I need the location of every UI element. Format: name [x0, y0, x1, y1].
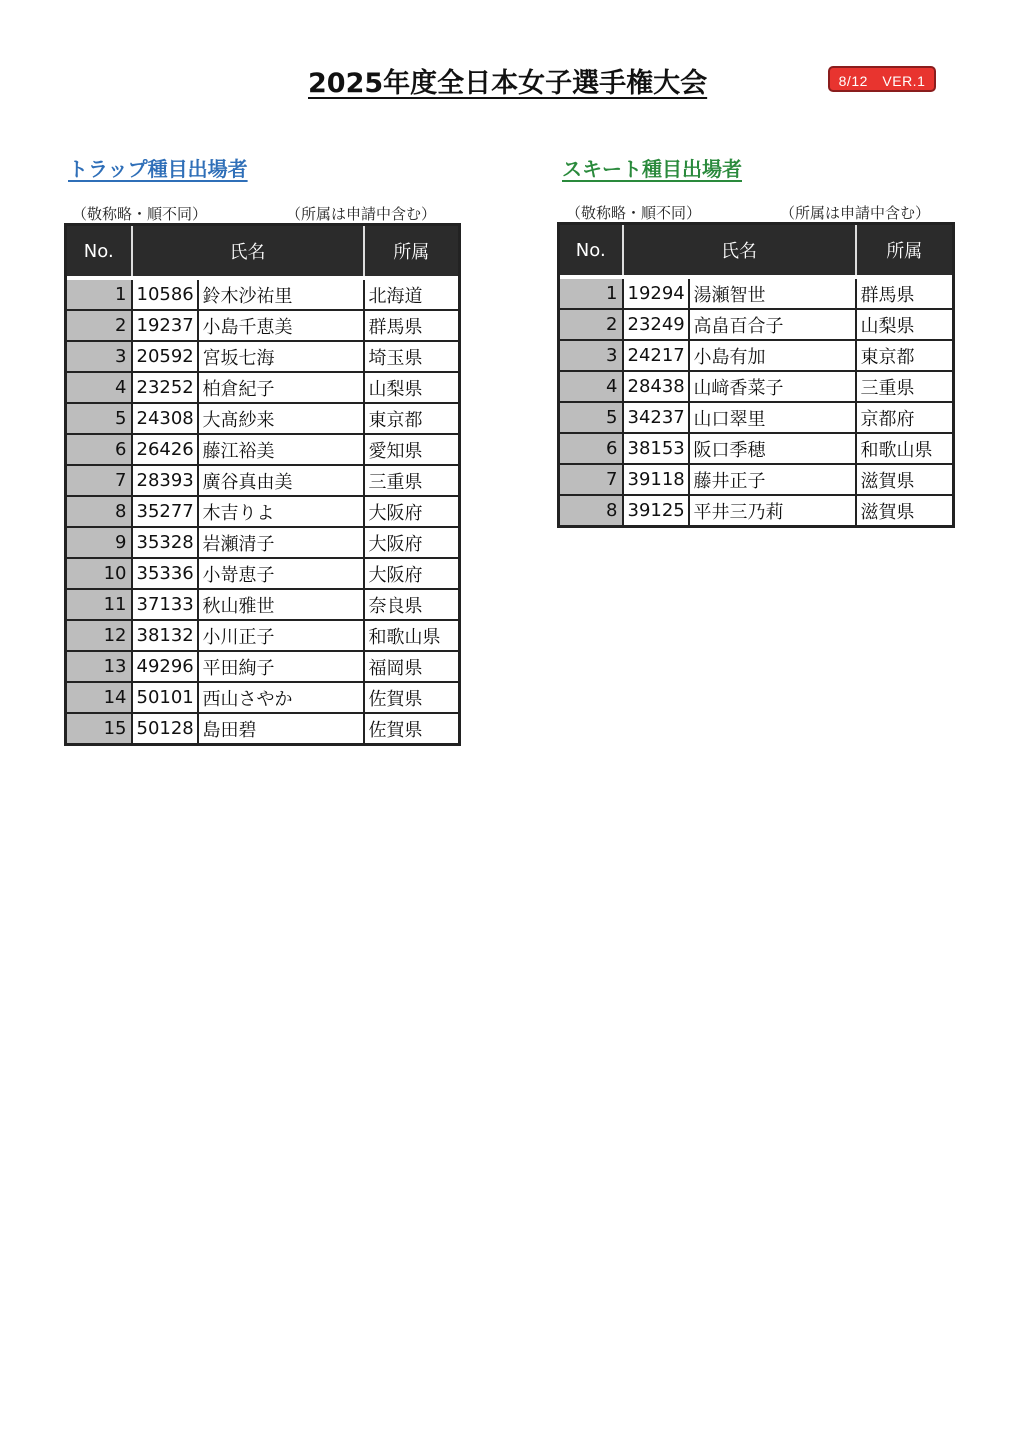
row-number: 1: [559, 279, 623, 309]
table-row: [66, 558, 460, 589]
athlete-name: 藤井正子: [689, 464, 856, 495]
row-number: 12: [66, 620, 132, 651]
table-row: [66, 310, 460, 341]
athlete-name: 藤江裕美: [198, 434, 364, 465]
athlete-name: 木吉りよ: [198, 496, 364, 527]
member-id: 35328: [132, 527, 198, 558]
header-name: 氏名: [132, 225, 364, 277]
member-id: 23252: [132, 372, 198, 403]
table-row: [66, 496, 460, 527]
row-number: 5: [559, 402, 623, 433]
row-number: 3: [559, 340, 623, 371]
table-row: [66, 589, 460, 620]
athlete-name: 高畠百合子: [689, 309, 856, 340]
affiliation: 北海道: [364, 280, 460, 310]
table-row: [66, 713, 460, 745]
athlete-name: 小嵜恵子: [198, 558, 364, 589]
member-id: 38132: [132, 620, 198, 651]
row-number: 14: [66, 682, 132, 713]
member-id: 35277: [132, 496, 198, 527]
member-id: 19237: [132, 310, 198, 341]
affiliation: 東京都: [856, 340, 954, 371]
athlete-name: 湯瀬智世: [689, 279, 856, 309]
skeet-roster-table: [557, 222, 955, 528]
affiliation: 三重県: [364, 465, 460, 496]
row-number: 3: [66, 341, 132, 372]
row-number: 15: [66, 713, 132, 745]
affiliation: 群馬県: [856, 279, 954, 309]
row-number: 11: [66, 589, 132, 620]
affiliation: 京都府: [856, 402, 954, 433]
header-affiliation: 所属: [856, 224, 954, 276]
table-row: [559, 433, 954, 464]
member-id: 34237: [623, 402, 689, 433]
table-row: [66, 434, 460, 465]
header-no: No.: [66, 225, 132, 277]
affiliation: 山梨県: [364, 372, 460, 403]
row-number: 5: [66, 403, 132, 434]
athlete-name: 西山さやか: [198, 682, 364, 713]
header-name: 氏名: [623, 224, 856, 276]
member-id: 37133: [132, 589, 198, 620]
header-affiliation: 所属: [364, 225, 460, 277]
table-row: [559, 309, 954, 340]
affiliation: 和歌山県: [856, 433, 954, 464]
affiliation: 滋賀県: [856, 495, 954, 527]
athlete-name: 柏倉紀子: [198, 372, 364, 403]
skeet-section-title: スキート種目出場者: [562, 157, 742, 181]
athlete-name: 岩瀬清子: [198, 527, 364, 558]
member-id: 49296: [132, 651, 198, 682]
affiliation: 山梨県: [856, 309, 954, 340]
affiliation: 大阪府: [364, 527, 460, 558]
affiliation: 佐賀県: [364, 682, 460, 713]
row-number: 7: [66, 465, 132, 496]
row-number: 1: [66, 280, 132, 310]
athlete-name: 宮坂七海: [198, 341, 364, 372]
skeet-honorific-note: （敬称略・順不同）: [566, 204, 702, 222]
table-row: [559, 402, 954, 433]
affiliation: 奈良県: [364, 589, 460, 620]
athlete-name: 島田碧: [198, 713, 364, 745]
row-number: 6: [66, 434, 132, 465]
member-id: 20592: [132, 341, 198, 372]
member-id: 39125: [623, 495, 689, 527]
member-id: 50128: [132, 713, 198, 745]
affiliation: 大阪府: [364, 558, 460, 589]
athlete-name: 小川正子: [198, 620, 364, 651]
athlete-name: 平井三乃莉: [689, 495, 856, 527]
table-row: [66, 682, 460, 713]
affiliation: 群馬県: [364, 310, 460, 341]
header-no: No.: [559, 224, 623, 276]
member-id: 50101: [132, 682, 198, 713]
skeet-affiliation-note: （所属は申請中含む）: [780, 204, 931, 222]
affiliation: 福岡県: [364, 651, 460, 682]
trap-affiliation-note: （所属は申請中含む）: [286, 205, 437, 223]
row-number: 8: [559, 495, 623, 527]
affiliation: 大阪府: [364, 496, 460, 527]
athlete-name: 平田絢子: [198, 651, 364, 682]
row-number: 2: [559, 309, 623, 340]
table-row: [559, 495, 954, 527]
athlete-name: 小島千恵美: [198, 310, 364, 341]
trap-header-row: [66, 225, 460, 277]
athlete-name: 大髙紗来: [198, 403, 364, 434]
row-number: 4: [559, 371, 623, 402]
affiliation: 滋賀県: [856, 464, 954, 495]
member-id: 24308: [132, 403, 198, 434]
athlete-name: 阪口季穂: [689, 433, 856, 464]
table-row: [559, 371, 954, 402]
row-number: 10: [66, 558, 132, 589]
table-row: [559, 340, 954, 371]
table-row: [66, 527, 460, 558]
table-row: [66, 280, 460, 310]
skeet-header-row: [559, 224, 954, 276]
athlete-name: 山﨑香菜子: [689, 371, 856, 402]
member-id: 35336: [132, 558, 198, 589]
table-row: [66, 651, 460, 682]
table-row: [559, 279, 954, 309]
athlete-name: 小島有加: [689, 340, 856, 371]
athlete-name: 山口翠里: [689, 402, 856, 433]
version-badge: 8/12 VER.1: [828, 66, 936, 92]
affiliation: 和歌山県: [364, 620, 460, 651]
affiliation: 佐賀県: [364, 713, 460, 745]
member-id: 39118: [623, 464, 689, 495]
member-id: 23249: [623, 309, 689, 340]
member-id: 28393: [132, 465, 198, 496]
trap-section-title: トラップ種目出場者: [68, 157, 248, 181]
table-row: [66, 403, 460, 434]
page-title: 2025年度全日本女子選手権大会: [308, 68, 708, 99]
athlete-name: 鈴木沙祐里: [198, 280, 364, 310]
member-id: 19294: [623, 279, 689, 309]
table-row: [66, 620, 460, 651]
row-number: 6: [559, 433, 623, 464]
member-id: 26426: [132, 434, 198, 465]
table-row: [559, 464, 954, 495]
row-number: 4: [66, 372, 132, 403]
member-id: 24217: [623, 340, 689, 371]
row-number: 2: [66, 310, 132, 341]
affiliation: 東京都: [364, 403, 460, 434]
trap-roster-table: [64, 223, 461, 746]
affiliation: 愛知県: [364, 434, 460, 465]
affiliation: 三重県: [856, 371, 954, 402]
athlete-name: 廣谷真由美: [198, 465, 364, 496]
table-row: [66, 465, 460, 496]
member-id: 28438: [623, 371, 689, 402]
row-number: 7: [559, 464, 623, 495]
athlete-name: 秋山雅世: [198, 589, 364, 620]
member-id: 10586: [132, 280, 198, 310]
table-row: [66, 372, 460, 403]
table-row: [66, 341, 460, 372]
row-number: 13: [66, 651, 132, 682]
row-number: 9: [66, 527, 132, 558]
affiliation: 埼玉県: [364, 341, 460, 372]
row-number: 8: [66, 496, 132, 527]
member-id: 38153: [623, 433, 689, 464]
trap-honorific-note: （敬称略・順不同）: [72, 205, 208, 223]
